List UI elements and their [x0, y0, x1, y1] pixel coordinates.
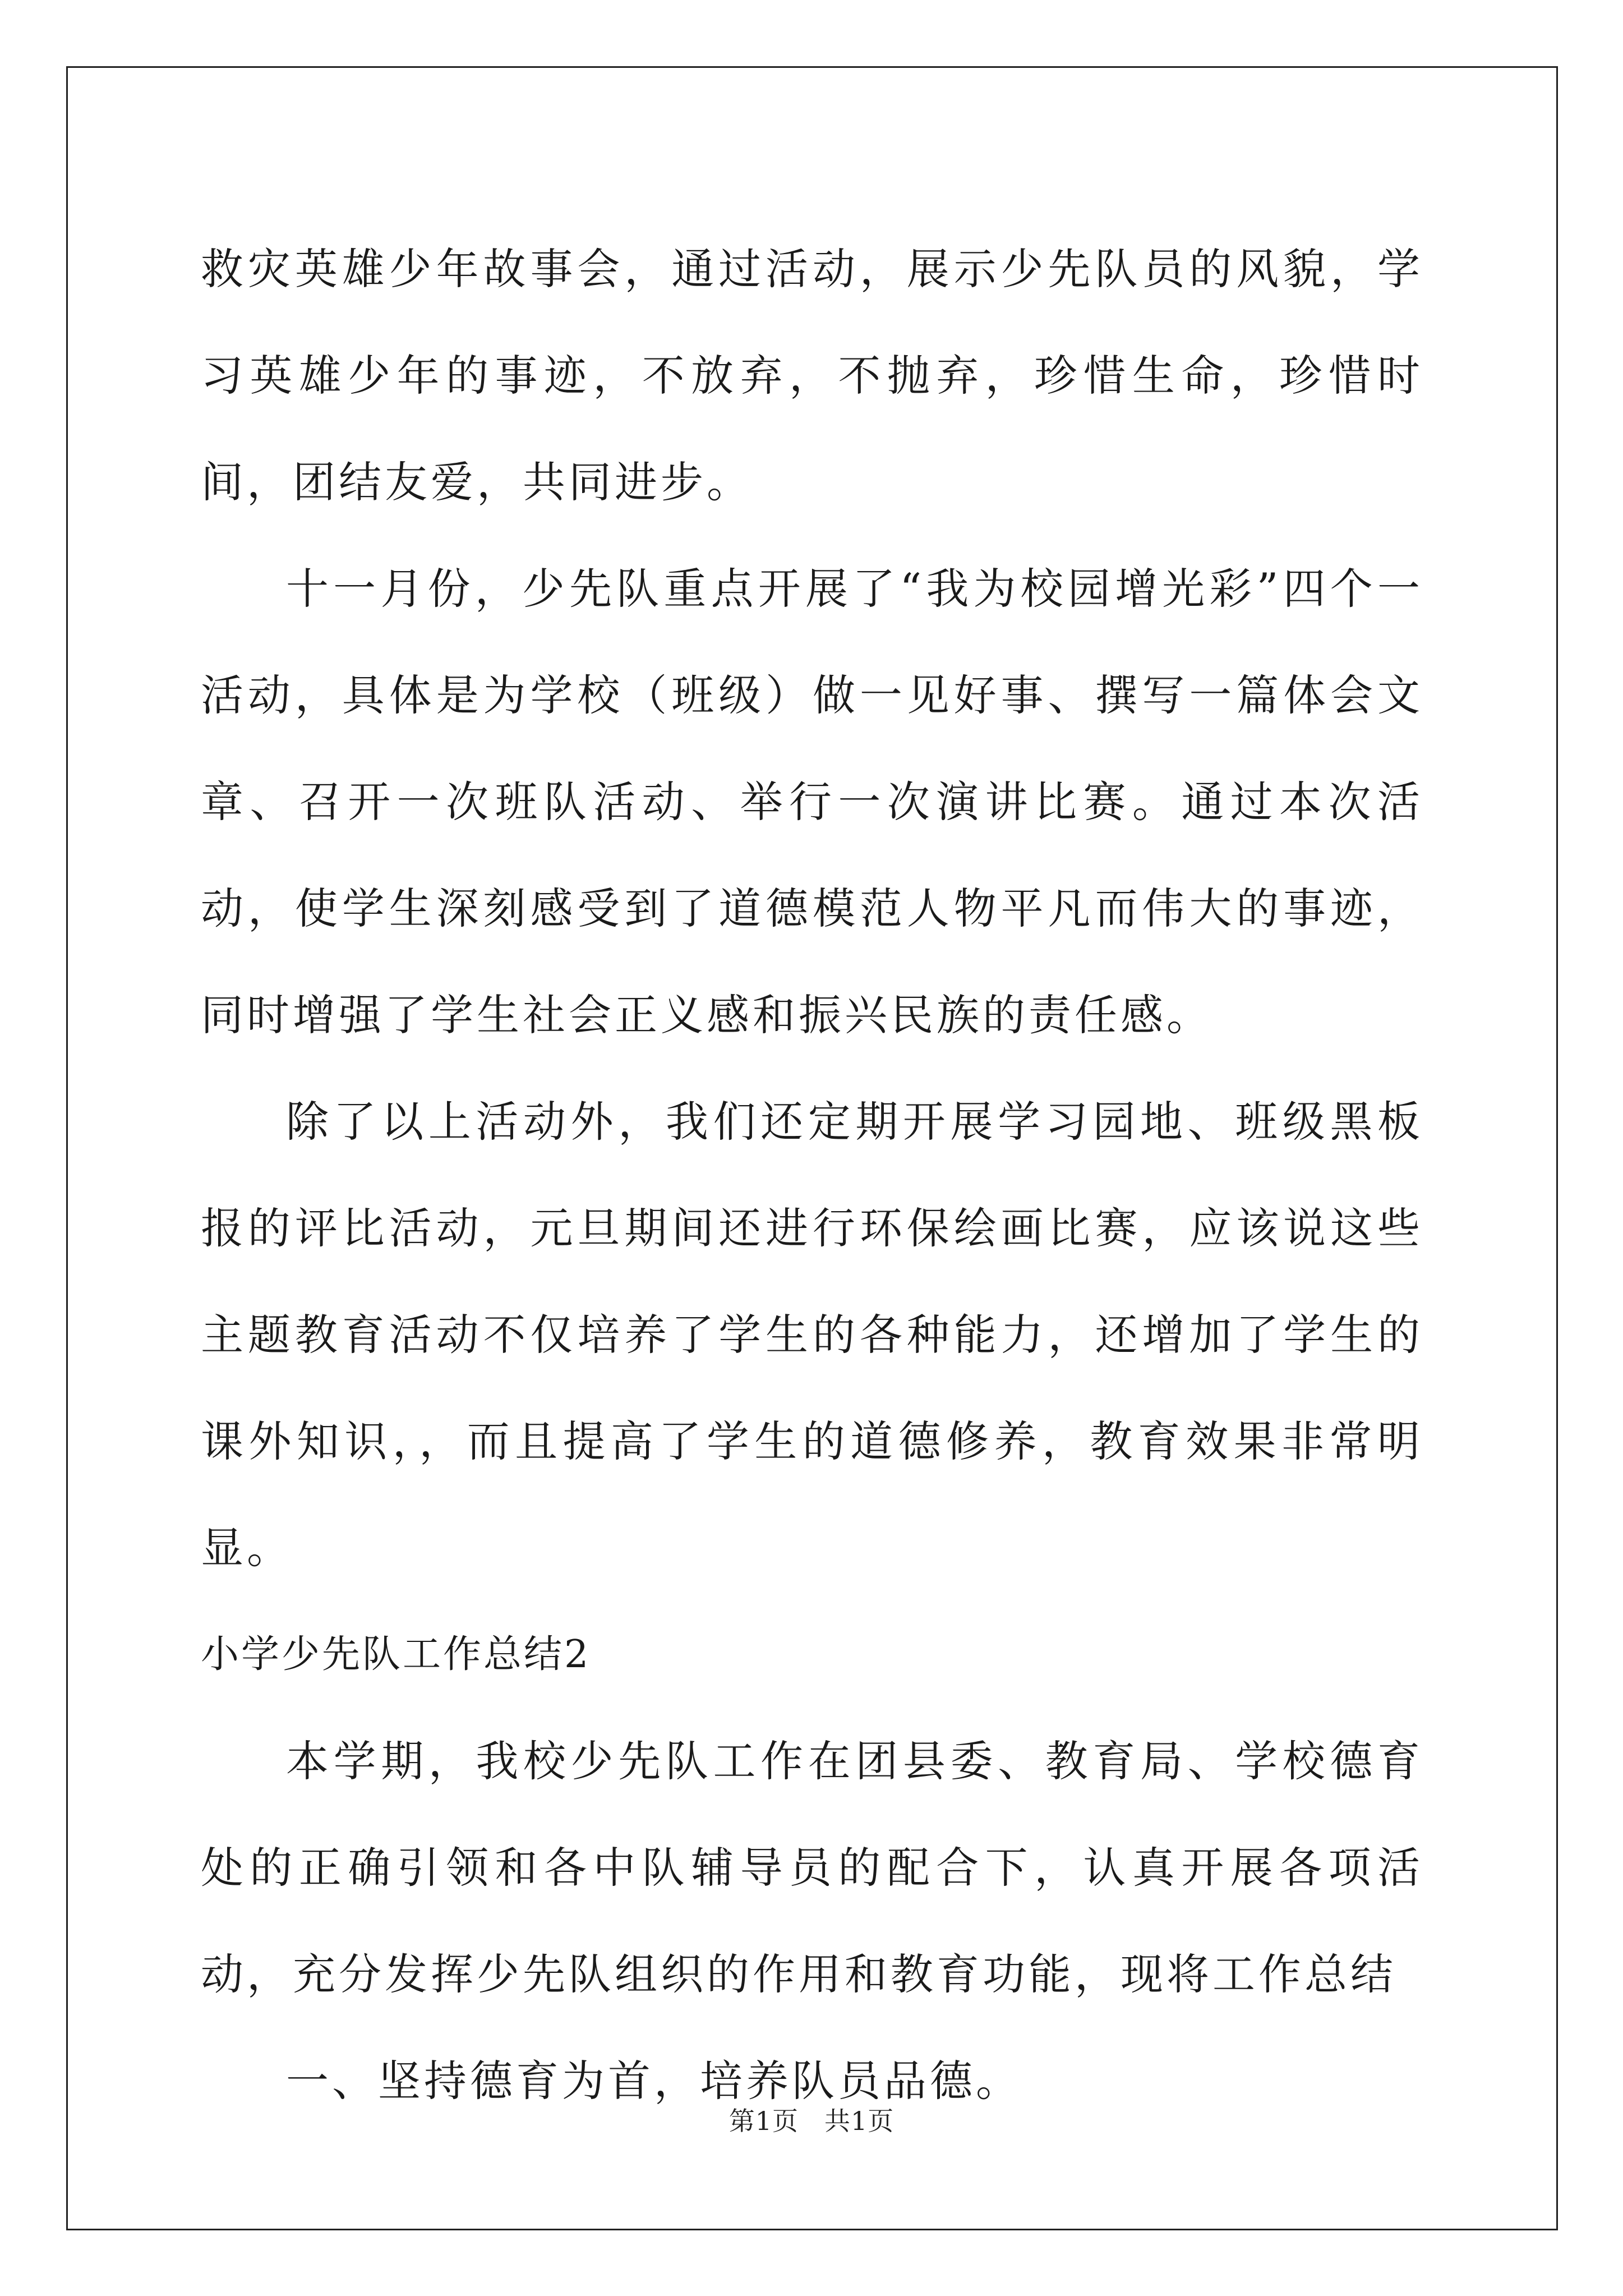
paragraph-3: 除了以上活动外，我们还定期开展学习园地、班级黑板报的评比活动，元旦期间还进行环保绘画比赛，应该说这些主题教育活动不仅培养了学生的各种能力，还增加了学生的课外知识，，而且提高了学生的道德修养，教育效果非常明显。	[201, 1097, 1423, 1573]
paragraph-4: 本学期，我校少先队工作在团县委、教育局、学校德育处的正确引领和各中队辅导员的配合下，认真开展各项活动，充分发挥少先队组织的作用和教育功能，现将工作总结	[201, 1736, 1423, 1999]
paragraph-2: 十一月份，少先队重点开展了“我为校园增光彩”四个一活动，具体是为学校（班级）做一见好事、撰写一篇体会文章、召开一次班队活动、举行一次演讲比赛。通过本次活动，使学生深刻感受到了道德模范人物平凡而伟大的事迹，同时增强了学生社会正义感和振兴民族的责任感。	[201, 564, 1423, 1040]
page-number-current: 第1页	[728, 2106, 799, 2136]
page-number-total: 共1页	[824, 2106, 895, 2136]
paragraph-1: 救灾英雄少年故事会，通过活动，展示少先队员的风貌，学习英雄少年的事迹，不放弃，不抛弃，珍惜生命，珍惜时间，团结友爱，共同进步。	[201, 244, 1423, 507]
paragraph-5: 一、坚持德育为首，培养队员品德。	[286, 2056, 1022, 2106]
page-footer	[0, 2101, 1623, 2138]
section-heading: 小学少先队工作总结2	[201, 1632, 591, 1677]
document-body	[201, 216, 1423, 2134]
